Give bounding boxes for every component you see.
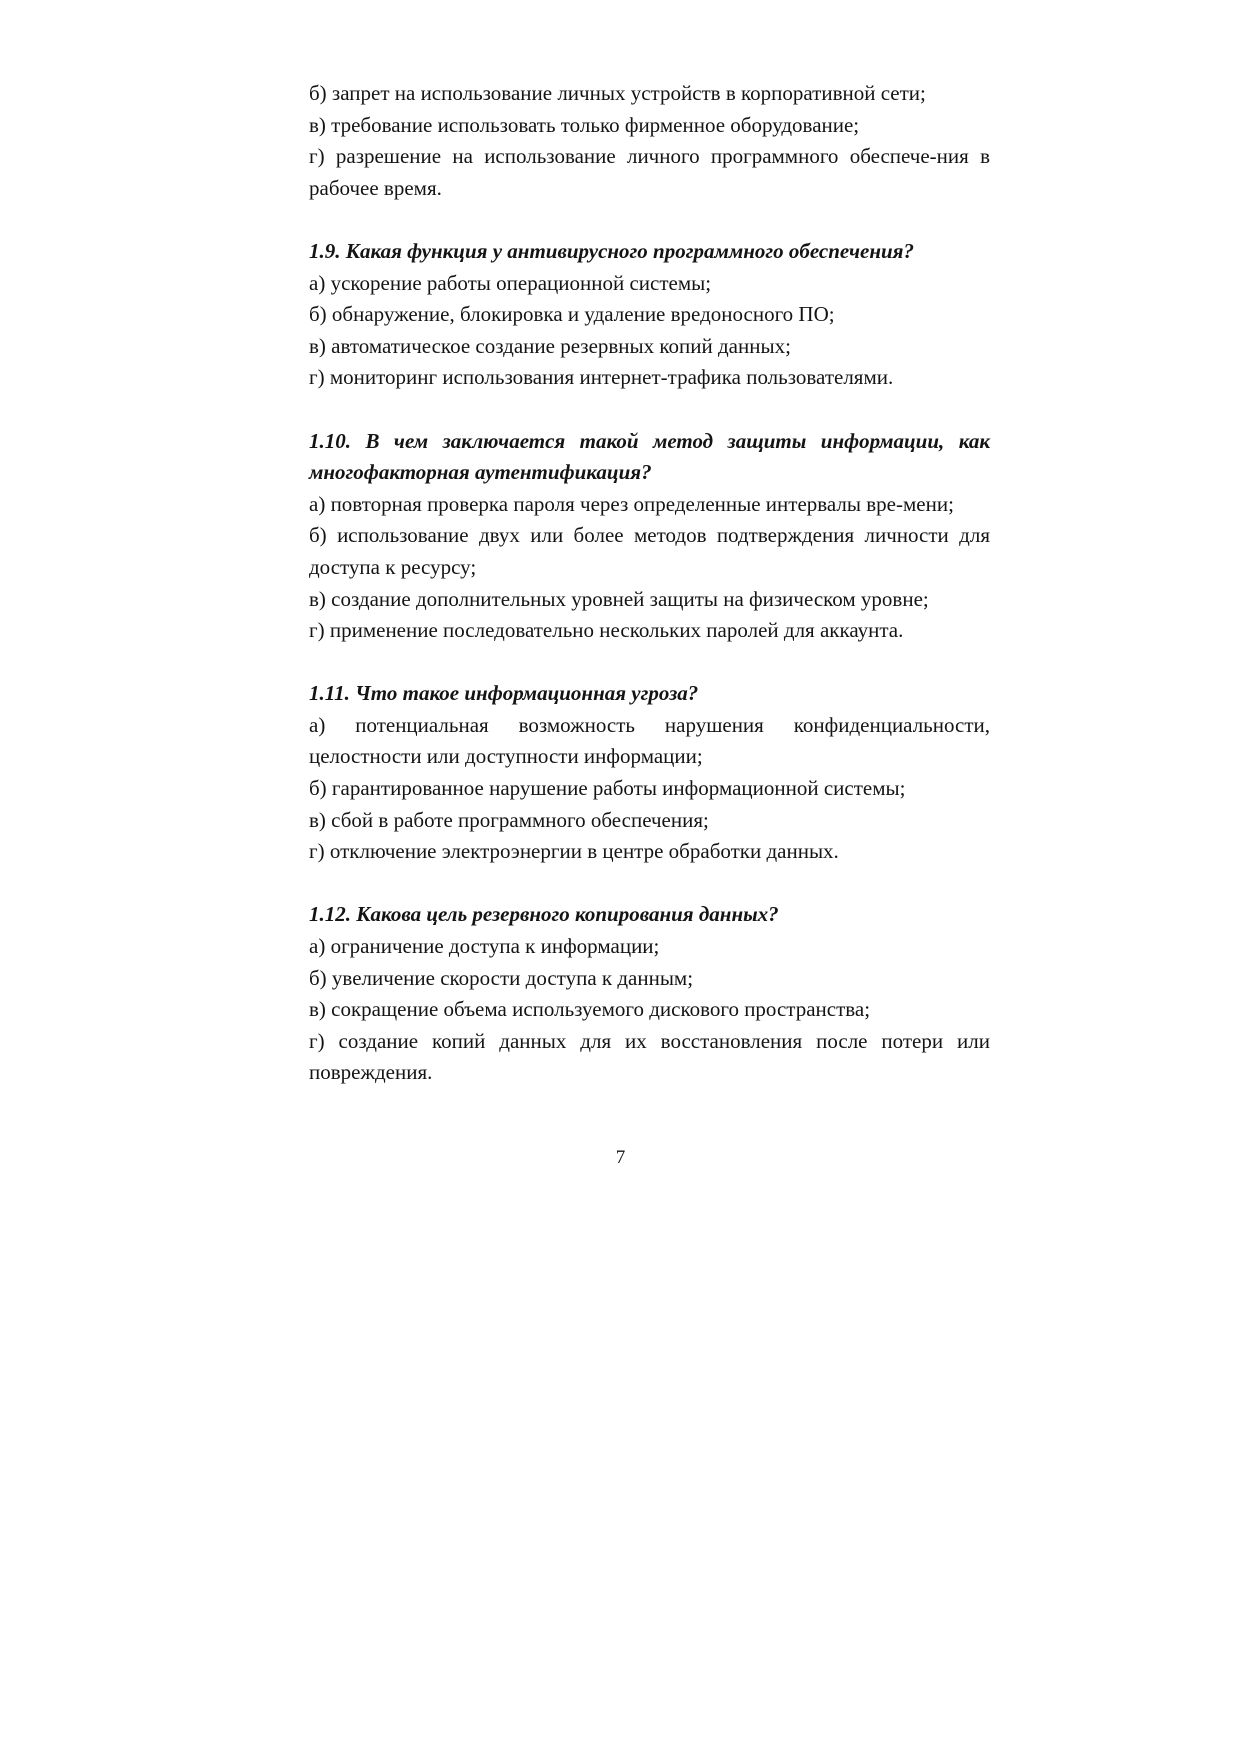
answer-option: б) запрет на использование личных устройств в корпоративной сети;	[309, 81, 926, 105]
answer-option: г) отключение электроэнергии в центре обработки данных.	[309, 839, 839, 864]
answer-option: б) обнаружение, блокировка и удаление вредоносного ПО;	[309, 302, 835, 327]
answer-option: в) создание дополнительных уровней защиты на физическом уровне;	[309, 586, 929, 611]
continued-options-block	[309, 78, 990, 204]
answer-option: а) ограничение доступа к информации;	[309, 934, 660, 959]
answer-option: г) применение последовательно нескольких паролей для аккаунта.	[309, 618, 904, 643]
question-block-1-12	[309, 899, 990, 1089]
document-page	[309, 78, 990, 1089]
answer-option: г) создание копий данных для их восстановления после потери или повреждения.	[309, 1028, 990, 1085]
question-title: 1.12. Какова цель резервного копирования данных?	[309, 902, 779, 927]
question-block-1-11	[309, 678, 990, 868]
answer-option: б) увеличение скорости доступа к данным;	[309, 965, 694, 990]
question-title: 1.11. Что такое информационная угроза?	[309, 681, 699, 706]
question-title: 1.9. Какая функция у антивирусного программного обеспечения?	[309, 238, 914, 263]
page-number: 7	[615, 1147, 626, 1168]
answer-option: в) сокращение объема используемого дискового пространства;	[309, 997, 871, 1022]
answer-option: в) требование использовать только фирменное оборудование;	[309, 112, 860, 137]
answer-option: а) потенциальная возможность нарушения конфиденциальности, целостности или доступности информации;	[309, 712, 990, 769]
answer-option: б) использование двух или более методов подтверждения личности для доступа к ресурсу;	[309, 523, 990, 579]
answer-option: г) мониторинг использования интернет-трафика пользователями.	[309, 365, 894, 390]
answer-option: в) автоматическое создание резервных копий данных;	[309, 333, 791, 358]
answer-option: г) разрешение на использование личного программного обеспече-ния в рабочее время.	[309, 144, 990, 200]
question-block-1-10	[309, 426, 990, 647]
question-block-1-9	[309, 236, 990, 394]
answer-option: в) сбой в работе программного обеспечения;	[309, 807, 709, 832]
answer-option: а) ускорение работы операционной системы;	[309, 270, 712, 295]
answer-option: а) повторная проверка пароля через определенные интервалы вре-мени;	[309, 491, 954, 516]
answer-option: б) гарантированное нарушение работы информационной системы;	[309, 776, 906, 801]
question-title: 1.10. В чем заключается такой метод защиты информации, как многофакторная аутентификация?	[309, 428, 990, 485]
